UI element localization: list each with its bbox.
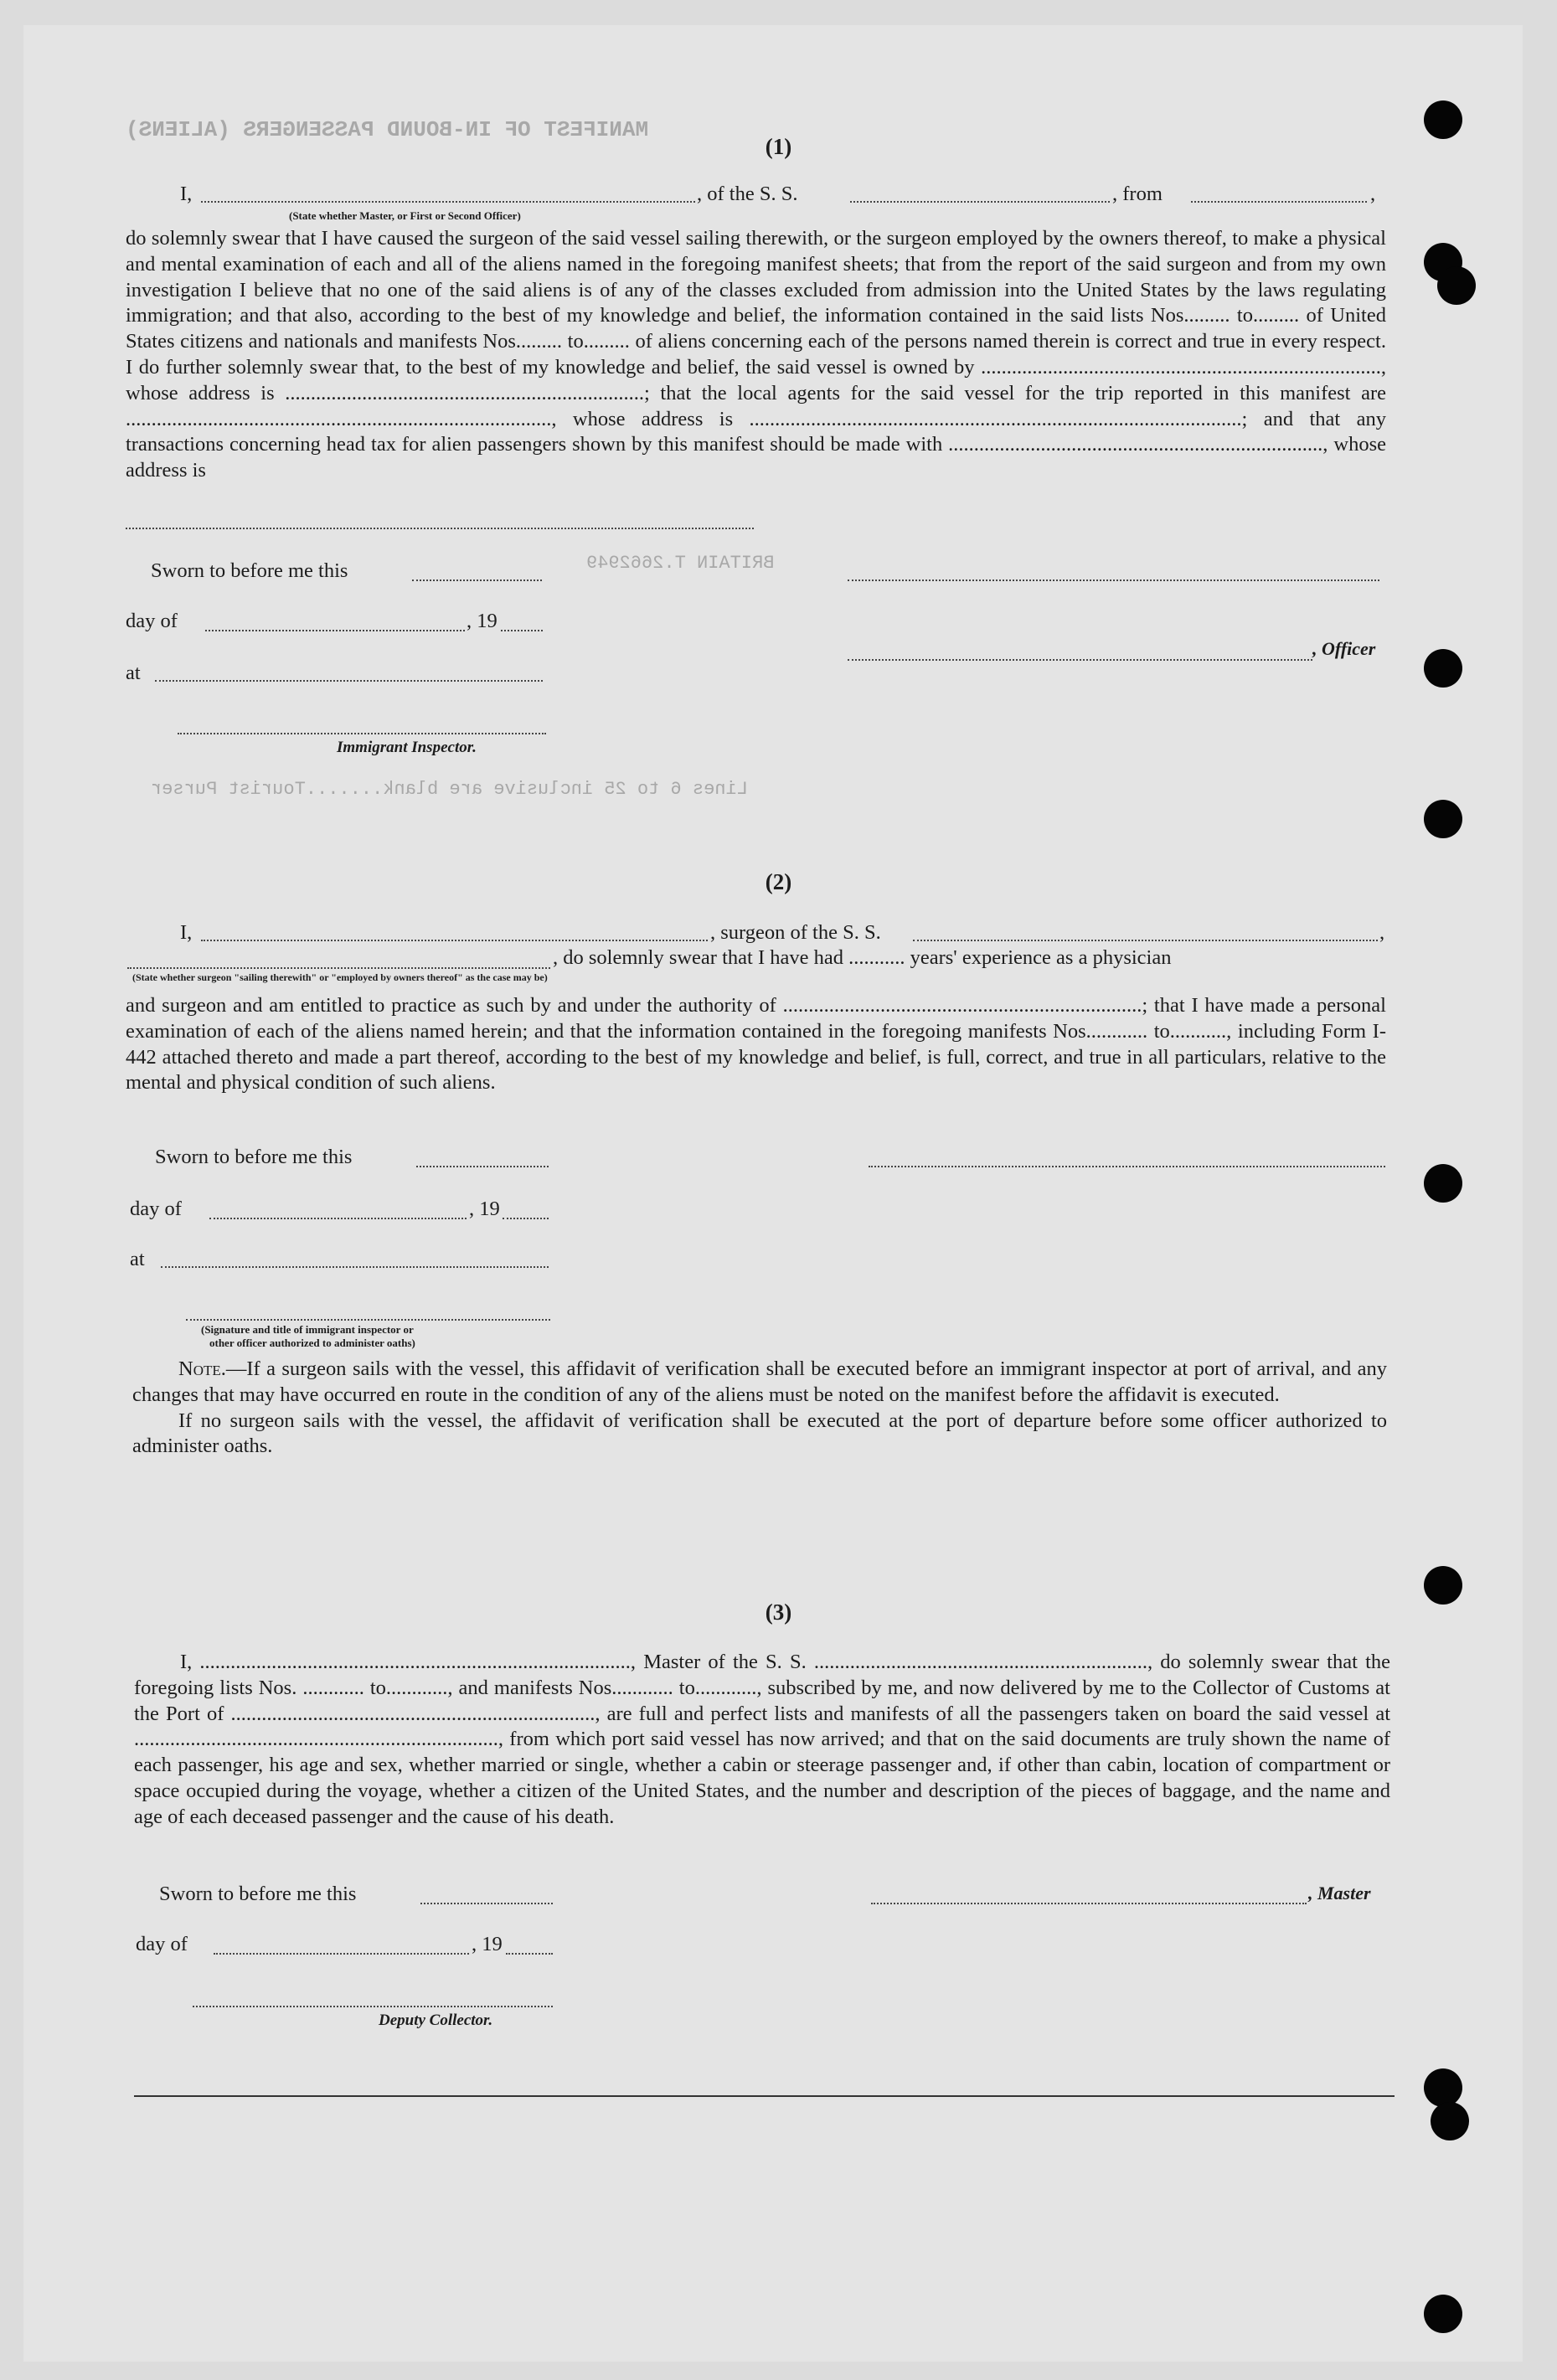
section-2-i: I, xyxy=(180,921,193,944)
address-field xyxy=(126,528,754,529)
section-3-master: , Master xyxy=(1308,1883,1371,1903)
officer-sig-line-top xyxy=(848,580,1379,581)
section-1-day-of: day of xyxy=(126,610,178,632)
section-2-sworn: Sworn to before me this xyxy=(155,1146,353,1168)
section-1-year: , 19 xyxy=(467,610,498,632)
year-field-3 xyxy=(506,1953,553,1955)
section-3-day-of: day of xyxy=(136,1933,188,1955)
section-2-sig-caption-1: (Signature and title of immigrant inspector or xyxy=(201,1323,414,1336)
place-field xyxy=(155,680,543,682)
section-1-i: I, xyxy=(180,183,193,205)
section-1-number: (1) xyxy=(765,134,792,159)
day-field xyxy=(205,630,465,631)
note-block xyxy=(132,1357,1387,1460)
authorized-sig-line xyxy=(186,1319,550,1321)
bottom-rule xyxy=(134,2095,1395,2097)
section-3-text: I, ...................................................................................., Master of the S. S. ................................................................., do solemnly swear that the foregoing lists Nos. ............ to............, and manifests Nos............ to............, subscribed by me, and now delivered by me to the Collector of Customs at the Port of ......................................................................., are full and perfect lists and manifests of all the passengers taken on board the said vessel at ......................................................................., from which port said vessel has now arrived; and that on the said documents are truly shown the name of each passenger, his age and sex, whether married or single, whether a cabin or steerage passenger and, if other than cabin, location of compartment or space occupied during the voyage, whether a citizen of the United States, and the number and description of the pieces of baggage, and the name and age of each deceased passenger and the cause of his death. xyxy=(134,1651,1390,1828)
section-2-sig-caption-2: other officer authorized to administer oaths) xyxy=(209,1337,415,1349)
master-sig-line xyxy=(871,1903,1307,1904)
section-3-paragraph xyxy=(134,1650,1390,1831)
surgeon-name-field xyxy=(201,940,708,941)
section-2-caption: (State whether surgeon "sailing therewith" or "employed by owners thereof" as the case may be) xyxy=(132,971,548,983)
section-1-at: at xyxy=(126,662,141,684)
inspector-sig-line xyxy=(178,733,546,734)
section-1-caption: (State whether Master, or First or Second Officer) xyxy=(289,209,521,222)
section-1-of-ss: , of the S. S. xyxy=(697,183,798,205)
section-3-sworn: Sworn to before me this xyxy=(159,1883,357,1905)
surgeon-vessel-field xyxy=(913,940,1378,941)
punch-hole xyxy=(1424,649,1462,688)
section-2-text: and surgeon and am entitled to practice as such by and under the authority of ......................................................................; that I have made a personal examination of each of the aliens named herein; and that the information contained in the foregoing manifests Nos............ to..........., including Form I-442 attached thereto and made a part thereof, according to the best of my knowledge and belief, is full, correct, and true in all particulars, relative to the mental and physical condition of such aliens. xyxy=(126,994,1386,1095)
punch-hole xyxy=(1424,800,1462,838)
section-1-from: , from xyxy=(1112,183,1163,205)
surgeon-type-field xyxy=(127,967,550,969)
section-1-inspector: Immigrant Inspector. xyxy=(337,739,477,756)
collector-sig-line xyxy=(193,2006,553,2007)
bleed-through-text: BRITAIN T.2662949 xyxy=(586,553,775,574)
section-2-year: , 19 xyxy=(469,1198,500,1220)
note-label: Note. xyxy=(178,1357,226,1380)
comma: , xyxy=(1370,183,1376,205)
section-3-number: (3) xyxy=(765,1600,792,1625)
punch-hole xyxy=(1424,1164,1462,1203)
punch-hole xyxy=(1437,266,1476,305)
section-2-swear: , do solemnly swear that I have had ........... years' experience as a physician xyxy=(553,946,1172,969)
bleed-through-text: Lines 6 to 25 inclusive are blank.......Tourist Purser xyxy=(151,779,748,800)
year-field xyxy=(501,630,543,631)
punch-hole xyxy=(1431,2102,1469,2140)
section-1-sworn: Sworn to before me this xyxy=(151,559,348,582)
sworn-date-field-2 xyxy=(416,1166,549,1167)
section-2-number: (2) xyxy=(765,869,792,894)
day-field-2 xyxy=(209,1218,467,1219)
punch-hole xyxy=(1424,2295,1462,2333)
section-3-collector: Deputy Collector. xyxy=(379,2012,493,2029)
vessel-field xyxy=(850,201,1110,203)
sworn-date-field xyxy=(412,580,542,581)
section-2-at: at xyxy=(130,1248,145,1270)
section-1-officer: , Officer xyxy=(1312,638,1376,659)
from-field xyxy=(1191,201,1367,203)
place-field-2 xyxy=(161,1266,549,1268)
comma: , xyxy=(1379,921,1385,944)
note-text: —If a surgeon sails with the vessel, this affidavit of verification shall be executed before an immigrant inspector at port of arrival, and any changes that may have occurred en route in the condition of any of the aliens must be noted on the manifest before the affidavit is executed. xyxy=(132,1357,1387,1406)
punch-hole xyxy=(1424,2068,1462,2107)
sworn-date-field-3 xyxy=(420,1903,553,1904)
day-field-3 xyxy=(214,1953,469,1955)
officer-sig-line xyxy=(848,659,1312,661)
section-2-surgeon: , surgeon of the S. S. xyxy=(710,921,881,944)
year-field-2 xyxy=(503,1218,549,1219)
note-paragraph-2: If no surgeon sails with the vessel, the affidavit of verification shall be executed at the port of departure before some officer authorized to administer oaths. xyxy=(132,1409,1387,1458)
note-paragraph xyxy=(132,1357,1387,1409)
section-1-paragraph xyxy=(126,226,1386,484)
section-3-year: , 19 xyxy=(472,1933,503,1955)
name-field xyxy=(201,201,695,203)
section-2-day-of: day of xyxy=(130,1198,182,1220)
bleed-through-text: MANIFEST OF IN-BOUND PASSENGERS (ALIENS) xyxy=(126,117,649,142)
section-2-paragraph xyxy=(126,993,1386,1096)
section-1-text: do solemnly swear that I have caused the surgeon of the said vessel sailing therewith, or the surgeon employed by the owners thereof, to make a physical and mental examination of each and all of the aliens named in the foregoing manifest sheets; that from the report of the said surgeon and from my own investigation I believe that no one of the said aliens is of any of the classes excluded from admission into the United States by the laws regulating immigration; and that also, according to the best of my knowledge and belief, the information contained in the said lists Nos......... to......... of United States citizens and nationals and manifests Nos......... to......... of aliens concerning each of the persons named therein is correct and true in every respect. I do further solemnly swear that, to the best of my knowledge and belief, the said vessel is owned by .............................................................................., whose address is ......................................................................; that the local agents for the said vessel for the trip reported in this manifest are ..................................................................................., whose address is ................................................................................................; and that any transactions concerning head tax for alien passengers shown by this manifest should be made with ........................................................................., whose address is xyxy=(126,227,1386,482)
surgeon-sig-line xyxy=(869,1166,1385,1167)
